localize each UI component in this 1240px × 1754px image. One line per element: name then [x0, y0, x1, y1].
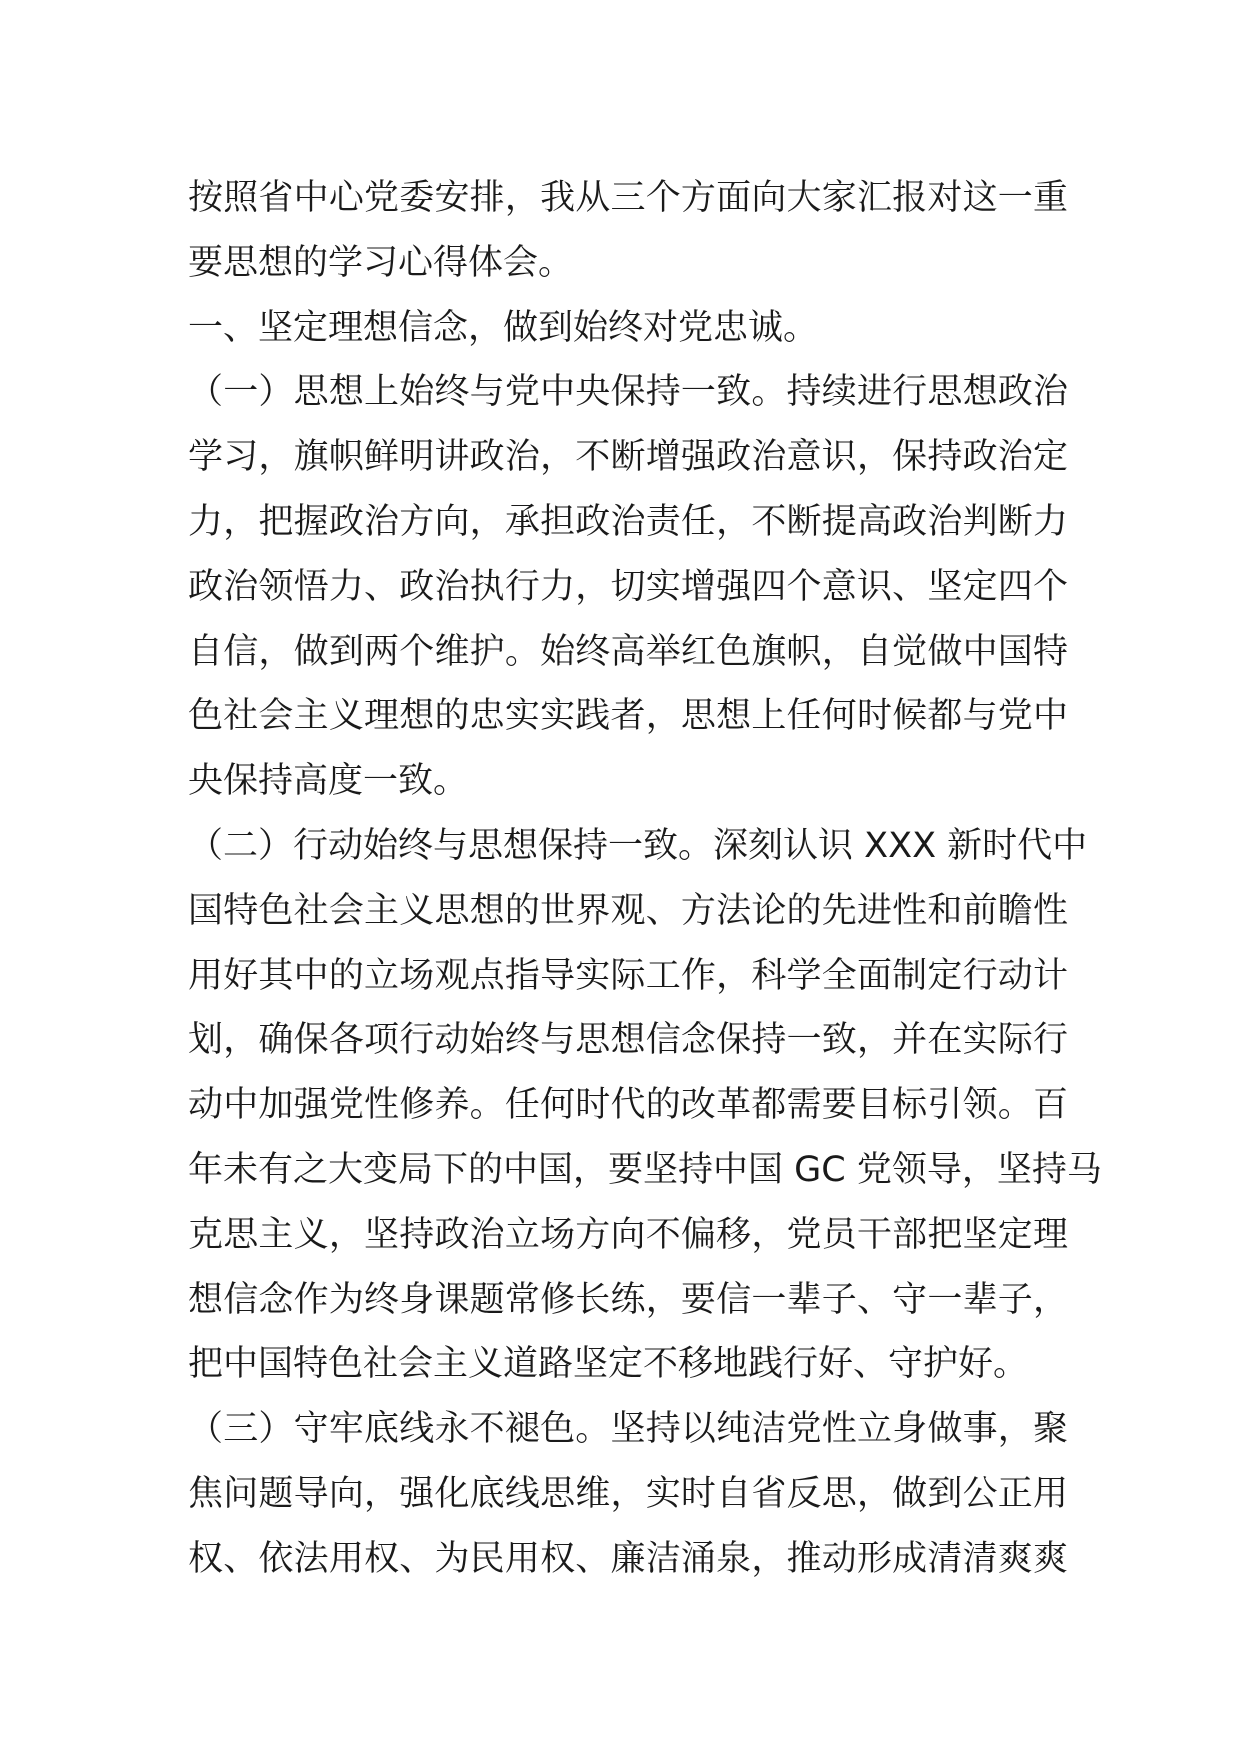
text-line: 动中加强党性修养。任何时代的改革都需要目标引领。百 — [188, 1085, 1068, 1126]
text-line: 克思主义，坚持政治立场方向不偏移，党员干部把坚定理 — [188, 1214, 1068, 1255]
text-line: 要思想的学习心得体会。 — [188, 242, 574, 283]
text-line: （一）思想上始终与党中央保持一致。持续进行思想政治 — [188, 372, 1068, 413]
document-body — [188, 166, 1102, 1592]
text-line: 权、依法用权、为民用权、廉洁涌泉，推动形成清清爽爽 — [188, 1538, 1068, 1579]
text-line: 想信念作为终身课题常修长练，要信一辈子、守一辈子， — [188, 1279, 1068, 1320]
text-line: 把中国特色社会主义道路坚定不移地践行好、守护好。 — [188, 1344, 1029, 1385]
text-line: 央保持高度一致。 — [188, 761, 469, 802]
text-line: （三）守牢底线永不褪色。坚持以纯洁党性立身做事，聚 — [188, 1409, 1068, 1450]
text-line: 划，确保各项行动始终与思想信念保持一致，并在实际行 — [188, 1020, 1068, 1061]
text-line: 色社会主义理想的忠实实践者，思想上任何时候都与党中 — [188, 696, 1068, 737]
text-line: 按照省中心党委安排，我从三个方面向大家汇报对这一重 — [188, 178, 1068, 218]
section-heading: 一、坚定理想信念，做到始终对党忠诚。 — [188, 307, 819, 348]
text-line: 政治领悟力、政治执行力，切实增强四个意识、坚定四个 — [188, 566, 1068, 607]
text-line: 年未有之大变局下的中国，要坚持中国 GC 党领导，坚持马 — [188, 1149, 1102, 1190]
text-line: 焦问题导向，强化底线思维，实时自省反思，做到公正用 — [188, 1473, 1068, 1514]
text-line: 自信，做到两个维护。始终高举红色旗帜，自觉做中国特 — [188, 631, 1068, 672]
text-line: （二）行动始终与思想保持一致。深刻认识 XXX 新时代中 — [188, 825, 1088, 866]
text-line: 力，把握政治方向，承担政治责任，不断提高政治判断力 — [188, 501, 1068, 542]
text-line: 国特色社会主义思想的世界观、方法论的先进性和前瞻性 — [188, 890, 1068, 931]
text-line: 学习，旗帜鲜明讲政治，不断增强政治意识，保持政治定 — [188, 437, 1068, 478]
text-line: 用好其中的立场观点指导实际工作，科学全面制定行动计 — [188, 955, 1068, 996]
